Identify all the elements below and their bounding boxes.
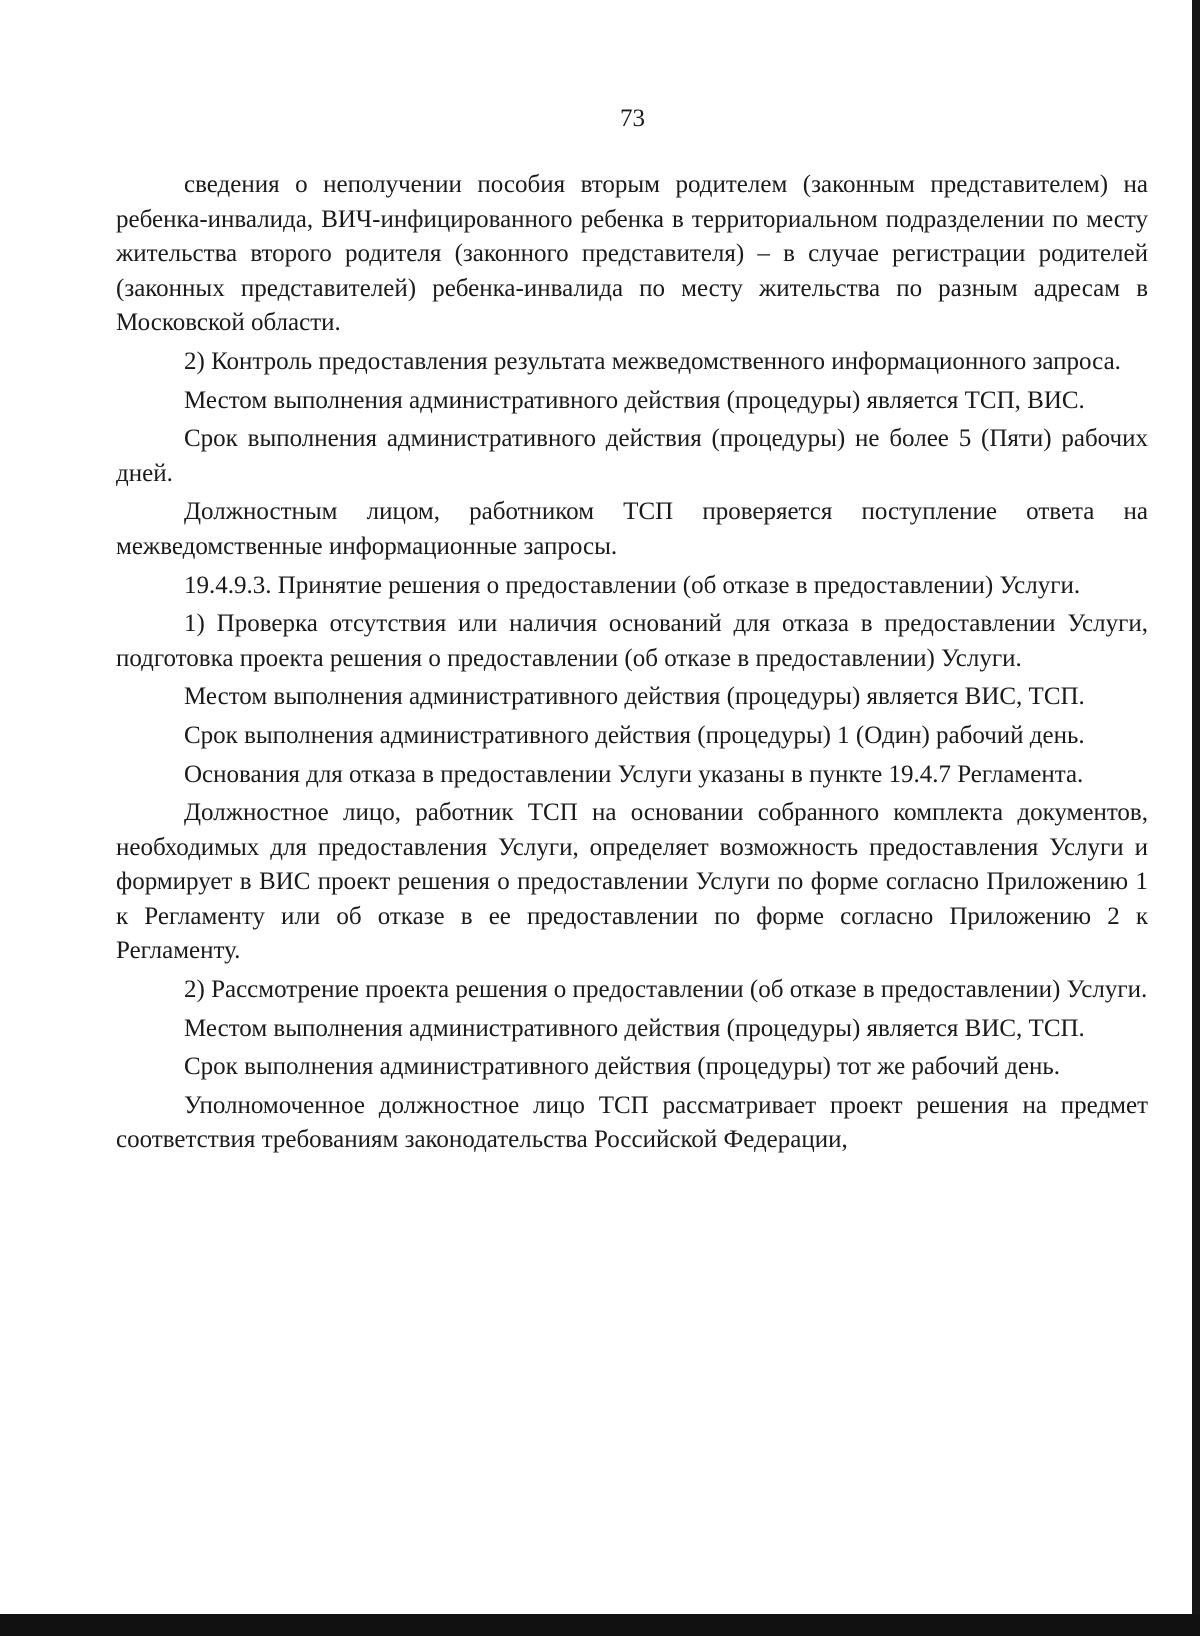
scan-edge-bottom [0,1614,1200,1636]
paragraph: Должностным лицом, работником ТСП проверяется поступление ответа на межведомственные информационные запросы. [116,498,1148,560]
paragraph: Уполномоченное должностное лицо ТСП рассматривает проект решения на предмет соответствия требованиям законодательства Российской Федерации, [116,1091,1148,1154]
paragraph: Должностное лицо, работник ТСП на основании собранного комплекта документов, необходимых для предоставления Услуги, определяет возможность предоставления Услуги и формирует в ВИС проект решения о предоставлении Услуги по форме согласно Приложению 1 к Регламенту или об отказе в ее предоставлении по форме согласно Приложению 2 к Регламенту. [116,799,1148,965]
paragraph: Местом выполнения административного действия (процедуры) является ВИС, ТСП. [184,1014,1085,1042]
page-number: 73 [620,105,645,132]
paragraph: 1) Проверка отсутствия или наличия оснований для отказа в предоставлении Услуги, подготовка проекта решения о предоставлении (об отказе в предоставлении) Услуги. [116,610,1148,672]
paragraph: Срок выполнения административного действия (процедуры) не более 5 (Пяти) рабочих дней. [116,425,1148,487]
paragraph: Местом выполнения административного действия (процедуры) является ТСП, ВИС. [184,386,1085,414]
paragraph: Основания для отказа в предоставлении Услуги указаны в пункте 19.4.7 Регламента. [184,760,1084,788]
scan-edge-right [1192,0,1200,1636]
paragraph: 2) Рассмотрение проекта решения о предоставлении (об отказе в предоставлении) Услуги. [184,976,1148,1004]
paragraph: 19.4.9.3. Принятие решения о предоставлении (об отказе в предоставлении) Услуги. [184,571,1081,599]
document-body [116,168,1148,1158]
paragraph: 2) Контроль предоставления результата межведомственного информационного запроса. [184,347,1121,375]
paragraph: Срок выполнения административного действия (процедуры) тот же рабочий день. [184,1053,1061,1081]
paragraph: сведения о неполучении пособия вторым родителем (законным представителем) на ребенка-инвалида, ВИЧ-инфицированного ребенка в территориальном подразделении по месту жительства второго родителя (законного представителя) – в случае регистрации родителей (законных представителей) ребенка-инвалида по месту жительства по разным адресам в Московской области. [116,171,1148,337]
paragraph: Срок выполнения административного действия (процедуры) 1 (Один) рабочий день. [184,721,1085,749]
paragraph: Местом выполнения административного действия (процедуры) является ВИС, ТСП. [184,683,1085,711]
